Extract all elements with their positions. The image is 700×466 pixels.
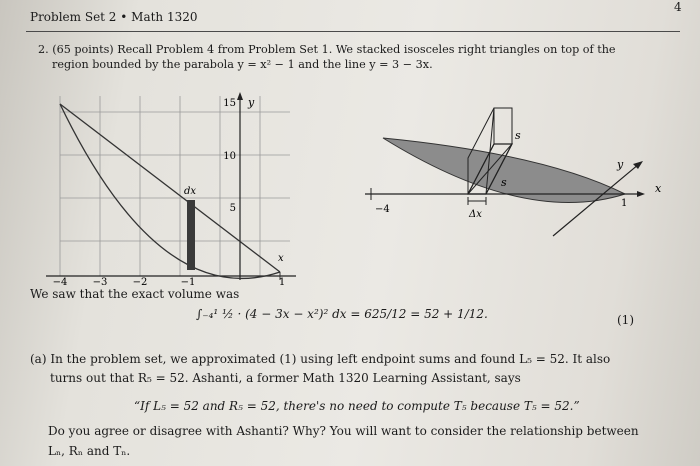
- right-s-label-top: s: [515, 129, 521, 142]
- part-a-line-2: turns out that R₅ = 52. Ashanti, a former Math 1320 Learning Assistant, says: [50, 371, 521, 385]
- page-number: 4: [674, 0, 682, 14]
- right-3d-figure: [355, 96, 670, 241]
- right-tick-neg4: −4: [375, 204, 390, 215]
- volume-caption: We saw that the exact volume was: [30, 287, 240, 301]
- left-y-axis-label: y: [248, 96, 255, 109]
- parabola-curve: [60, 104, 280, 278]
- left-x-axis-label: x: [278, 253, 284, 264]
- page-header: Problem Set 2 • Math 1320: [30, 10, 198, 24]
- part-a-line-1: (a) In the problem set, we approximated (1) using left endpoint sums and found L₅ = 52. It also: [30, 352, 611, 366]
- part-a-line-3: Do you agree or disagree with Ashanti? Why? You will want to consider the relationship between: [48, 424, 639, 438]
- volume-integral: ∫₋₄¹ ½ · (4 − 3x − x²)² dx = 625/12 = 52 + 1/12.: [196, 307, 488, 321]
- problem-text-line-1: 2. (65 points) Recall Problem 4 from Problem Set 1. We stacked isosceles right triangles on top of the: [38, 43, 616, 56]
- right-dx-label: Δx: [469, 209, 482, 220]
- right-tick-1: 1: [621, 198, 628, 209]
- right-x-axis-arrow: [637, 191, 645, 197]
- x-tick-neg4: −4: [52, 277, 68, 286]
- volume-slice-strip: [187, 200, 195, 270]
- ashanti-quote: “If L₅ = 52 and R₅ = 52, there's no need to compute T₅ because T₅ = 52.”: [134, 399, 580, 413]
- y-tick-5: 5: [229, 203, 236, 214]
- header-rule: [26, 31, 680, 32]
- base-region: [383, 138, 625, 203]
- left-graph: [34, 90, 300, 286]
- x-tick-neg3: −3: [92, 277, 108, 286]
- equation-number: (1): [617, 313, 634, 327]
- right-s-label-bottom: s: [501, 176, 507, 189]
- right-x-axis-label: x: [655, 182, 662, 195]
- right-y-axis-label: y: [617, 158, 624, 171]
- y-tick-15: 15: [223, 98, 236, 109]
- x-tick-1: 1: [278, 277, 286, 286]
- x-tick-neg1: −1: [180, 277, 196, 286]
- left-graph-grid: [60, 96, 290, 276]
- volume-equation: [196, 307, 488, 321]
- strip-dx-label: dx: [184, 186, 197, 197]
- y-tick-10: 10: [223, 151, 236, 162]
- problem-text-line-2: region bounded by the parabola y = x² − 1 and the line y = 3 − 3x.: [52, 58, 433, 71]
- x-tick-neg2: −2: [132, 277, 148, 286]
- left-y-axis-arrow: [237, 92, 243, 100]
- line-curve: [60, 104, 280, 272]
- part-a-line-4: Lₙ, Rₙ and Tₙ.: [48, 444, 131, 458]
